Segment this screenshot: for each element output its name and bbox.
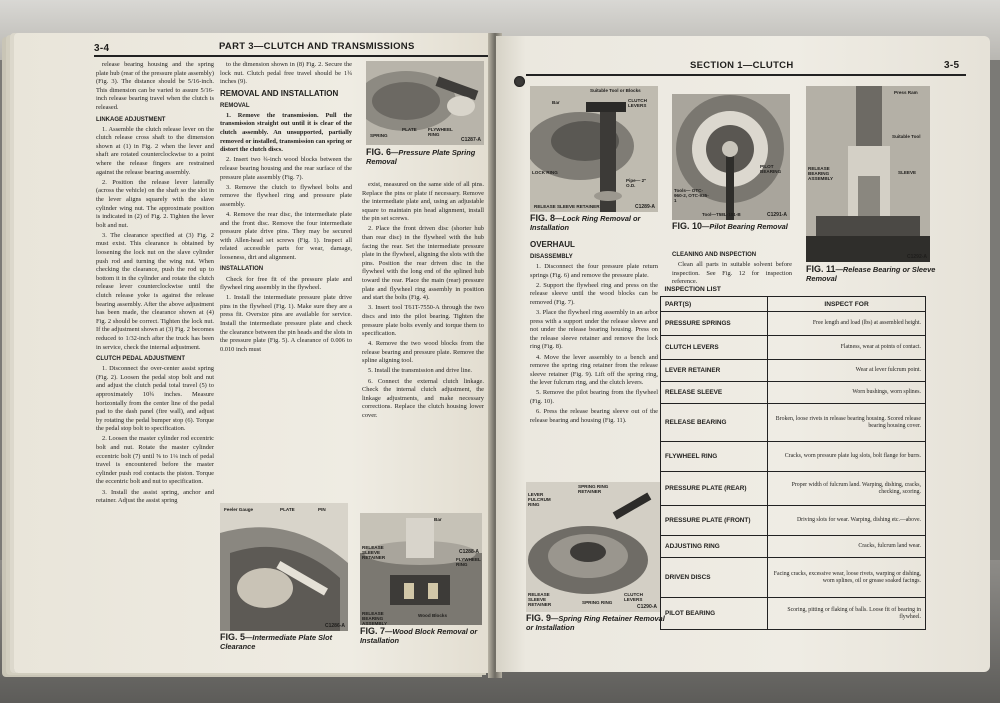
right-page (496, 36, 990, 672)
removal-installation-heading: REMOVAL AND INSTALLATION (220, 88, 339, 98)
fig9-label-clutch-levers: CLUTCH LEVERS (624, 592, 643, 602)
fig5-number: FIG. 5 (220, 632, 246, 642)
table-row (661, 360, 926, 382)
table-row (661, 442, 926, 472)
row-part: PRESSURE PLATE (REAR) (661, 472, 768, 506)
row-part: ADJUSTING RING (661, 536, 768, 558)
fig10-number: FIG. 10 (672, 221, 703, 231)
paragraph: 2. Insert two ¾-inch wood blocks between the release bearing housing and the rear surface of the pressure plate assembly (Fig. 7). (220, 156, 352, 181)
figure-6-caption (366, 148, 486, 166)
table-row (661, 312, 926, 336)
paragraph: exist, measured on the same side of all pins. Replace the pins or plate if necessary. Remove the intermediate plate and, using an adjustable square to maintain pin head alignment, install the pin set screws. (362, 181, 484, 223)
figure-10-caption (672, 222, 802, 231)
fig5-caption-text: —Intermediate Plate Slot Clearance (220, 633, 333, 651)
fig8-code: C1289-A (634, 204, 655, 210)
paragraph: 3. The clearance specified at (3) Fig. 2 must exist. This clearance is obtained by loosening the lock nut on the slave cylinder push rod and turning the wing nut. When checking the clearance, push the rod up to bottom it in the cylinder and rotate the clutch release lever counterclockwise until the clutch release yoke is against the release bearing assembly. After the above adjustment has been made, the clearance shown at (4) Fig. 2 should be correct. Tighten the lock nut. If the adjustment shown at (3) Fig. 2 becomes reduced to 1/32-inch after the truck has been in service, check the internal adjustment. (96, 231, 214, 351)
row-part: FLYWHEEL RING (661, 442, 768, 472)
row-part: CLUTCH LEVERS (661, 336, 768, 360)
cleaning-inspection-heading: CLEANING AND INSPECTION (672, 252, 757, 258)
right-header-title: SECTION 1—CLUTCH (690, 60, 794, 71)
inspection-list-table (660, 282, 926, 630)
paragraph: 3. Place the flywheel ring assembly in an arbor press with a support under the release sleeve and not under the release bearing housing. Press on the release sleeve retainer and remove the lock ring (Fig. 8). (530, 309, 658, 351)
row-part: PRESSURE SPRINGS (661, 312, 768, 336)
wood-block-illustration (360, 513, 482, 625)
row-part: PILOT BEARING (661, 598, 768, 630)
figure-6-photo (366, 61, 484, 145)
fig10-label-pilot-bearing: PILOT BEARING (760, 164, 782, 174)
fig7-label-release-bearing-assembly: RELEASE BEARING ASSEMBLY (362, 611, 388, 625)
fig8-caption-text: —Lock Ring Removal or Installation (530, 214, 641, 232)
fig8-label-bar: Bar (552, 100, 560, 105)
left-page (14, 33, 494, 673)
fig9-label-release-sleeve-retainer: RELEASE SLEEVE RETAINER (528, 592, 552, 607)
fig6-label-flywheel-ring: FLYWHEEL RING (428, 127, 453, 137)
paragraph: 2. Position the release lever laterally (across the vehicle) on the shaft so the slot in the lever aligns squarely with the slave cylinder wing nut. The approximate position is indicated in (2) of Fig. 2. Tighten the lever bolt and nut. (96, 178, 214, 229)
table-row (661, 472, 926, 506)
inspection-list-title: INSPECTION LIST (664, 285, 721, 293)
fig11-label-suitable-tool: Suitable Tool (892, 134, 921, 139)
fig10-label-tool: Tool—T58L-101-B (702, 212, 741, 217)
left-column-1 (96, 61, 214, 507)
paragraph: 5. Install the transmission and drive line. (368, 367, 473, 375)
left-column-3 (362, 181, 484, 422)
row-check: Wear at lever fulcrum point. (768, 360, 926, 382)
table-row (661, 558, 926, 598)
figure-11-caption (806, 265, 936, 283)
fig8-label-pipe: Pipe— 2" O.D. (626, 178, 647, 188)
row-check: Broken, loose rivets in release bearing housing. Scored release bearing housing cover. (768, 404, 926, 442)
left-header-rule (94, 55, 494, 57)
paragraph: Clean all parts in suitable solvent before inspection. See Fig. 12 for inspection reference. (672, 261, 792, 286)
row-check: Proper width of fulcrum land. Warping, dishing, cracks, checking, scoring. (768, 472, 926, 506)
paragraph: 1. Remove the transmission. Pull the transmission straight out until it is clear of the clutch assembly. An unsupported, partially removed or installed, transmission can spring or distort the clutch discs. (220, 111, 352, 154)
fig6-label-spring: SPRING (370, 133, 388, 138)
left-page-number: 3-4 (94, 43, 110, 54)
row-check: Scoring, pitting or flaking of balls. Loose fit of bearing in flywheel. (768, 598, 926, 630)
row-check: Free length and load (lbs) at assembled height. (768, 312, 926, 336)
paragraph: to the dimension shown in (8) Fig. 2. Secure the lock nut. Clutch pedal free travel should be 1¾ inches (9). (220, 61, 352, 86)
installation-heading: INSTALLATION (220, 266, 264, 273)
fig11-label-sleeve: SLEEVE (898, 170, 917, 175)
figure-7-caption (360, 627, 484, 645)
fig10-code: C1291-A (766, 212, 787, 218)
fig7-label-bar: Bar (434, 517, 442, 522)
fig10-label-tools: Tools— OTC-960-2, OTC-935-1 (674, 188, 709, 203)
disassembly-heading: DISASSEMBLY (530, 254, 573, 260)
fig8-label-clutch-levers: CLUTCH LEVERS (628, 98, 647, 108)
fig9-number: FIG. 9 (526, 613, 552, 623)
fig11-label-press-ram: Press Ram (894, 90, 918, 95)
fig5-label-pin: PIN (318, 507, 326, 512)
figure-10-photo (672, 94, 790, 220)
right-column-1 (530, 238, 658, 427)
row-check: Worn bushings, worn splines. (768, 382, 926, 404)
right-page-number: 3-5 (944, 60, 960, 71)
fig11-caption-text: —Release Bearing or Sleeve Removal (806, 265, 936, 283)
paragraph: 2. Support the flywheel ring and press on the release sleeve until the wood blocks can be removed (Fig. 7). (530, 281, 658, 306)
fig6-caption-text: —Pressure Plate Spring Removal (366, 148, 476, 166)
table-row (661, 336, 926, 360)
row-check: Facing cracks, excessive wear, loose rivets, warping or dishing, worn splines, oil or grease soaked facings. (768, 558, 926, 598)
fig11-code: C1292-A (906, 254, 927, 260)
paragraph: 1. Assemble the clutch release lever on the clutch release cross shaft to the dimension shown at (1) in Fig. 2 when the lever and shaft are rotated counterclockwise to a point where the release fingers are restrained against the release bearing assembly. (96, 125, 214, 176)
clutch-pedal-adjustment-heading: CLUTCH PEDAL ADJUSTMENT (96, 356, 186, 363)
fig7-code: C1288-A (458, 549, 479, 555)
paragraph: release bearing housing and the spring plate hub (rear of the pressure plate assembly) (Fig. 3). The distance should be 5/16-inch. This dimension can be varied to assure 5/16-inch release bearing travel when the clutch is released. (96, 61, 215, 111)
inspection-title-row (661, 282, 926, 297)
row-part: RELEASE SLEEVE (661, 382, 768, 404)
paragraph: 1. Disconnect the four pressure plate return springs (Fig. 6) and remove the pressure plate. (530, 263, 658, 279)
paragraph: Check for free fit of the pressure plate and flywheel ring assembly in the flywheel. (220, 275, 352, 292)
fig6-label-plate: PLATE (402, 127, 417, 132)
fig9-label-spring-ring: SPRING RING (582, 600, 613, 605)
figure-5-photo (220, 503, 348, 631)
figure-7-photo (360, 513, 482, 625)
paragraph: 6. Connect the external clutch linkage. Check the internal clutch adjustment, the linkage adjustments, and make necessary corrections. Replace the clutch housing lower cover. (362, 377, 484, 419)
fig8-number: FIG. 8 (530, 213, 556, 223)
figure-8-caption (530, 214, 660, 232)
fig7-number: FIG. 7 (360, 626, 386, 636)
binder-hole (514, 76, 525, 87)
fig7-caption-text: —Wood Block Removal or Installation (360, 627, 478, 645)
fig9-label-lever-fulcrum-ring: LEVER FULCRUM RING (528, 492, 551, 507)
row-part: PRESSURE PLATE (FRONT) (661, 506, 768, 536)
fig7-label-release-sleeve-retainer: RELEASE SLEEVE RETAINER (362, 545, 386, 560)
figure-9-caption (526, 614, 666, 632)
table-row (661, 382, 926, 404)
inspection-header-row (661, 297, 926, 312)
table-row (661, 536, 926, 558)
figure-11-photo (806, 86, 930, 262)
fig8-label-release-sleeve-retainer: RELEASE SLEEVE RETAINER (534, 204, 600, 209)
fig6-number: FIG. 6 (366, 147, 392, 157)
row-check: Flatness, wear at points of contact. (768, 336, 926, 360)
row-part: RELEASE BEARING (661, 404, 768, 442)
paragraph: 3. Install the assist spring, anchor and retainer. Adjust the assist spring (96, 488, 214, 505)
fig5-label-plate: PLATE (280, 507, 295, 512)
left-header-title: PART 3—CLUTCH AND TRANSMISSIONS (219, 41, 415, 52)
fig10-caption-text: —Pilot Bearing Removal (702, 222, 788, 231)
fig9-label-spring-ring-retainer: SPRING RING RETAINER (578, 484, 609, 494)
row-part: DRIVEN DISCS (661, 558, 768, 598)
table-row (661, 404, 926, 442)
right-header-rule (526, 74, 966, 76)
row-check: Cracks, fulcrum land wear. (768, 536, 926, 558)
column-header-parts: PART(S) (661, 297, 768, 312)
fig9-caption-text: —Spring Ring Retainer Removal or Installation (526, 614, 665, 632)
linkage-adjustment-heading: LINKAGE ADJUSTMENT (96, 116, 166, 123)
paragraph: 5. Remove the pilot bearing from the flywheel (Fig. 10). (530, 389, 658, 405)
paragraph: 4. Remove the two wood blocks from the release bearing and pressure plate. Remove the spline aligning tool. (362, 340, 484, 365)
table-row (661, 506, 926, 536)
table-row (661, 598, 926, 630)
paragraph: 4. Move the lever assembly to a bench and remove the spring ring retainer from the release sleeve retainer (Fig. 9). Lift off the spring ring, the lever fulcrum ring, and the clutch levers. (530, 353, 658, 387)
row-check: Cracks, worn pressure plate lug slots, bolt flange for burrs. (768, 442, 926, 472)
paragraph: 3. Insert tool T61T-7550-A through the two discs and into the pilot bearing. Tighten the pressure plate bolts evenly and torque them to specification. (362, 304, 484, 338)
paragraph: 3. Remove the clutch to flywheel bolts and remove the flywheel ring and pressure plate assembly. (220, 183, 352, 208)
fig9-code: C1290-A (636, 604, 657, 610)
fig8-label-tool-or-blocks: Suitable Tool or Blocks (590, 88, 641, 93)
row-check: Driving slots for wear. Warping, dishing etc.—above. (768, 506, 926, 536)
fig7-label-wood-blocks: Wood Blocks (418, 613, 448, 618)
fig11-label-release-bearing-assembly: RELEASE BEARING ASSEMBLY (808, 166, 834, 181)
paragraph: 1. Disconnect the over-center assist spring (Fig. 2). Loosen the pedal stop bolt and nut and adjust the clutch pedal total travel (5) to approximately 10¾ inches. Measure horizontally from the center line of the pedal pad to the dash panel (fire wall), and adjust by rotating the pedal bumper stop (6). Torque the pedal stop bolt to specification. (96, 365, 214, 433)
paragraph: 2. Loosen the master cylinder rod eccentric bolt and nut. Rotate the master cylinder eccentric bolt (7) until ⅝ to 1¼ inch of pedal travel is encountered before the master cylinder push rod contacts the piston. Torque the eccentric bolt and nut to specification. (96, 435, 214, 486)
fig7-label-flywheel-ring: FLYWHEEL RING (456, 557, 481, 567)
paragraph: 2. Place the front driven disc (shorter hub than rear disc) in the flywheel with the hub facing the rear. Set the intermediate pressure plate in the flywheel, aligning the slots with the pins. Position the rear driven disc in the flywheel with the long end of the splined hub toward the rear. Place the main (rear) pressure plate and flywheel ring assembly in position and start the bolts (Fig. 4). (362, 225, 484, 302)
fig5-code: C1286-A (324, 623, 345, 629)
figure-5-caption (220, 633, 350, 651)
figure-8-photo (530, 86, 658, 212)
overhaul-heading: OVERHAUL (530, 240, 575, 249)
left-column-2 (220, 61, 352, 356)
removal-heading: REMOVAL (220, 102, 250, 109)
row-part: LEVER RETAINER (661, 360, 768, 382)
fig8-label-lock-ring: LOCK RING (532, 170, 558, 175)
fig11-number: FIG. 11 (806, 264, 836, 274)
column-header-inspect-for: INSPECT FOR (768, 297, 926, 312)
paragraph: 6. Press the release bearing sleeve out of the release bearing and housing (Fig. 11). (530, 408, 658, 424)
fig6-code: C1287-A (460, 137, 481, 143)
figure-9-photo (526, 482, 660, 612)
fig5-label-feeler-gauge: Feeler Gauge (224, 507, 254, 512)
paragraph: 4. Remove the rear disc, the intermediate plate and the front disc. Remove the four intermediate pressure plate drive pins. They may be secured with Allen-head set screws (Fig. 1). Inspect all related accessible parts for wear, damage, looseness, dirt and alignment. (220, 210, 352, 261)
paragraph: 1. Install the intermediate pressure plate drive pins in the flywheel (Fig. 1). Make sure they are a press fit. Oversize pins are available for service. Install the intermediate pressure plate and check the clearance between the pin heads and the slots in the pressure plate (Fig. 5). A clearance of 0.006 to 0.010 inch must (220, 294, 352, 353)
intermediate-plate-slot-illustration (220, 503, 348, 631)
